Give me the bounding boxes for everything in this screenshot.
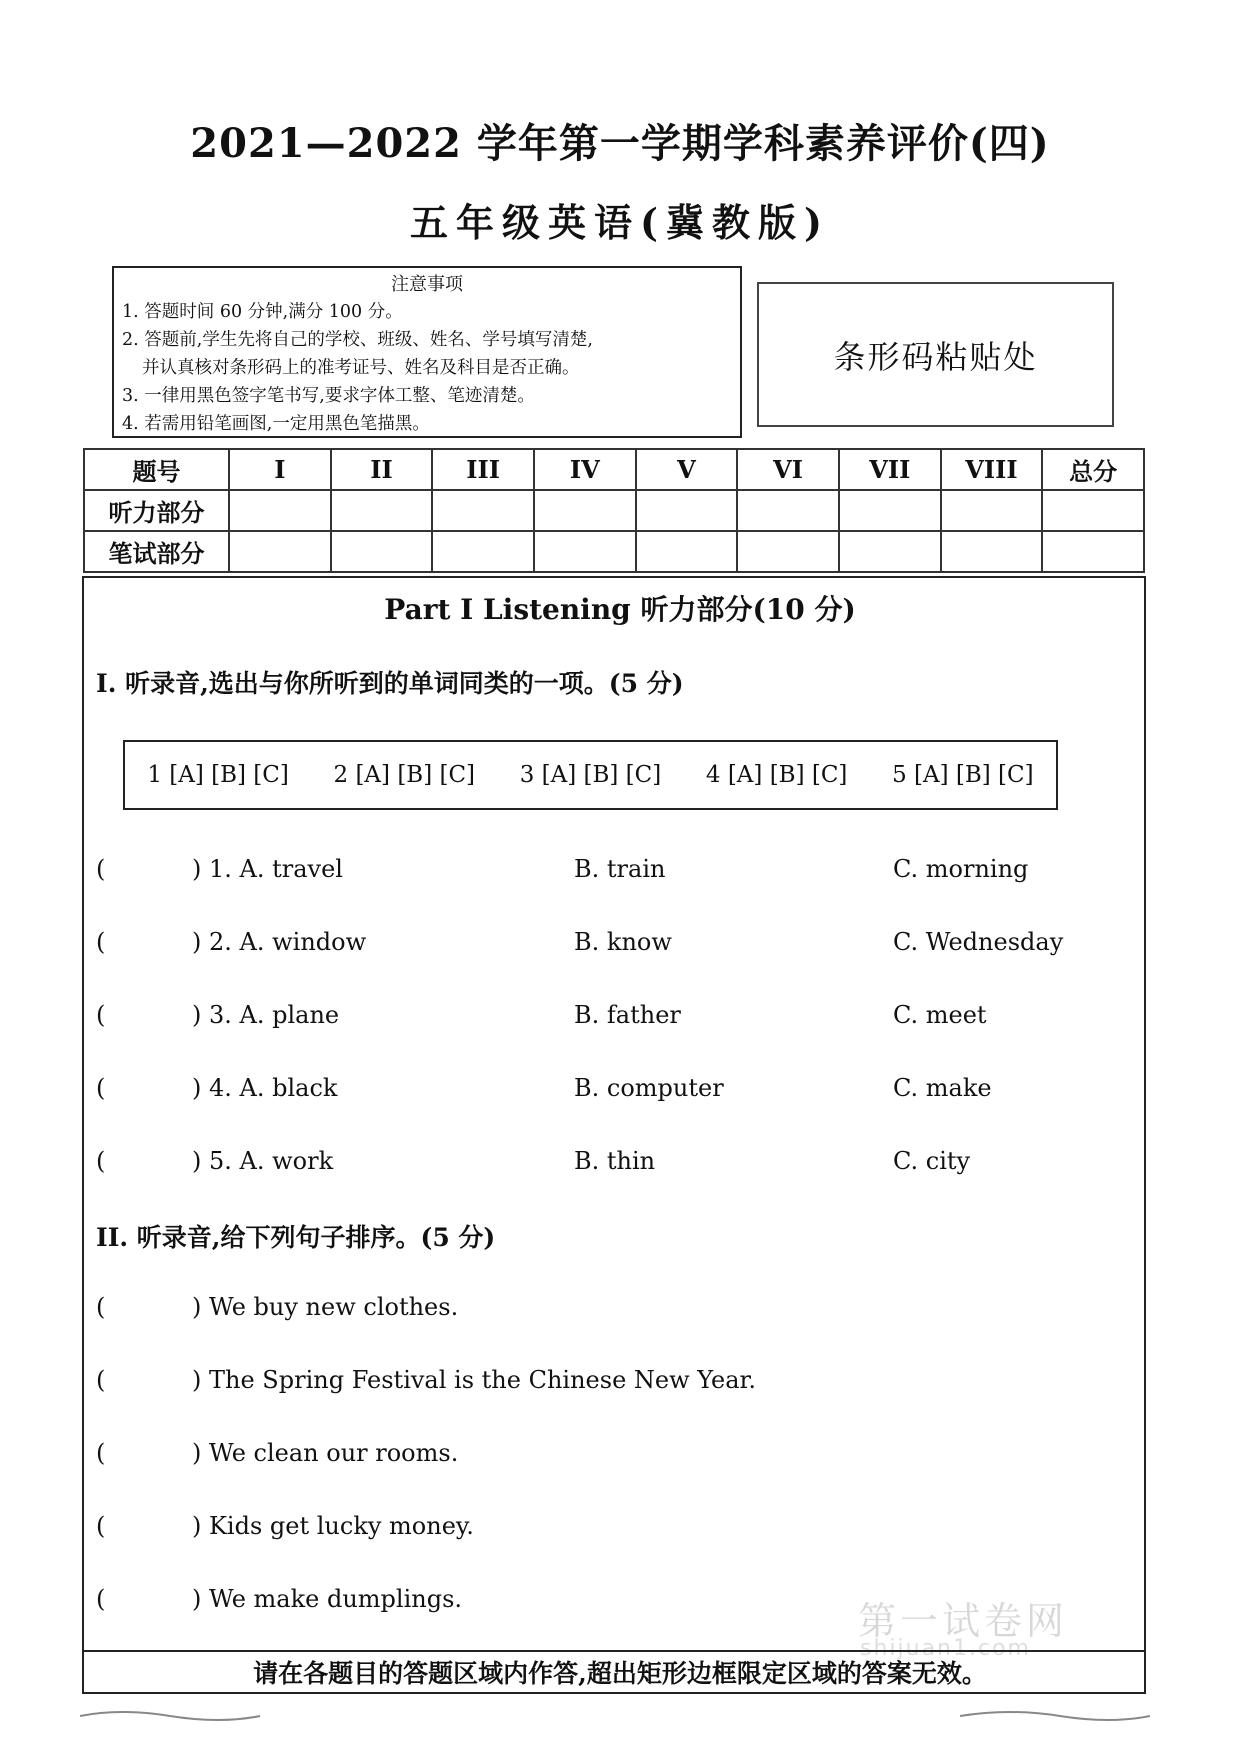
answer-blank[interactable]: ( xyxy=(96,1293,106,1321)
sentence-text: ) The Spring Festival is the Chinese New Year. xyxy=(192,1366,757,1394)
answer-blank[interactable]: ( xyxy=(96,1074,106,1102)
answer-blank[interactable]: ( xyxy=(96,1439,106,1467)
score-cell[interactable] xyxy=(941,490,1043,531)
header-cell: VIII xyxy=(941,449,1043,490)
notice-title: 注意事项 xyxy=(391,274,463,295)
sentence-row xyxy=(96,1293,1096,1333)
question-option-b: B. thin xyxy=(574,1147,656,1175)
score-cell[interactable] xyxy=(331,490,433,531)
sentence-row xyxy=(96,1366,1096,1406)
score-cell[interactable] xyxy=(636,490,738,531)
score-cell[interactable] xyxy=(737,490,839,531)
score-cell[interactable] xyxy=(432,531,534,572)
question-row xyxy=(96,928,1096,968)
question-option-c: C. city xyxy=(893,1147,971,1175)
score-cell[interactable] xyxy=(941,531,1043,572)
question-option-a: ) 5. A. work xyxy=(192,1147,334,1175)
answer-blank[interactable]: ( xyxy=(96,1001,106,1029)
score-table xyxy=(83,448,1145,573)
sentence-row xyxy=(96,1439,1096,1479)
header-cell: VI xyxy=(737,449,839,490)
notice-item: 3. 一律用黑色签字笔书写,要求字体工整、笔迹清楚。 xyxy=(122,386,535,406)
question-option-c: C. make xyxy=(893,1074,992,1102)
header-cell: 题号 xyxy=(84,449,229,490)
question-option-a: ) 2. A. window xyxy=(192,928,367,956)
header-cell: III xyxy=(432,449,534,490)
row-label: 听力部分 xyxy=(84,490,229,531)
answer-grid xyxy=(123,740,1058,810)
question-option-b: B. computer xyxy=(574,1074,724,1102)
question-option-a: ) 3. A. plane xyxy=(192,1001,340,1029)
header-cell: VII xyxy=(839,449,941,490)
header-cell: IV xyxy=(534,449,636,490)
score-table-header-row xyxy=(84,449,1144,490)
answer-blank[interactable]: ( xyxy=(96,1147,106,1175)
barcode-label: 条形码粘贴处 xyxy=(833,337,1038,376)
question-row xyxy=(96,1001,1096,1041)
sentence-text: ) We clean our rooms. xyxy=(192,1439,459,1467)
header-cell: V xyxy=(636,449,738,490)
score-cell[interactable] xyxy=(229,531,331,572)
answer-blank[interactable]: ( xyxy=(96,1585,106,1613)
exam-subtitle: 五年级英语(冀教版) xyxy=(410,200,830,245)
part-title: Part I Listening 听力部分(10 分) xyxy=(384,593,856,626)
sentence-text: ) Kids get lucky money. xyxy=(192,1512,474,1540)
question-option-b: B. know xyxy=(574,928,672,956)
score-cell[interactable] xyxy=(636,531,738,572)
answer-bubble-group[interactable]: 3 [A] [B] [C] xyxy=(519,762,662,788)
score-cell[interactable] xyxy=(737,531,839,572)
question-option-a: ) 4. A. black xyxy=(192,1074,338,1102)
question-option-a: ) 1. A. travel xyxy=(192,855,343,883)
footer-divider xyxy=(82,1650,1146,1652)
sentence-text: ) We make dumplings. xyxy=(192,1585,463,1613)
score-cell[interactable] xyxy=(1042,531,1144,572)
score-cell[interactable] xyxy=(839,531,941,572)
footer-note: 请在各题目的答题区域内作答,超出矩形边框限定区域的答案无效。 xyxy=(253,1659,987,1688)
answer-blank[interactable]: ( xyxy=(96,1366,106,1394)
answer-bubble-group[interactable]: 1 [A] [B] [C] xyxy=(147,762,289,788)
score-cell[interactable] xyxy=(1042,490,1144,531)
notice-box xyxy=(112,266,742,438)
question-option-b: B. father xyxy=(574,1001,681,1029)
header-cell: 总分 xyxy=(1042,449,1144,490)
question-option-b: B. train xyxy=(574,855,666,883)
score-cell[interactable] xyxy=(534,531,636,572)
section-heading: II. 听录音,给下列句子排序。(5 分) xyxy=(96,1223,496,1252)
answer-blank[interactable]: ( xyxy=(96,1512,106,1540)
notice-item: 4. 若需用铅笔画图,一定用黑色笔描黑。 xyxy=(122,414,430,434)
score-cell[interactable] xyxy=(839,490,941,531)
question-option-c: C. morning xyxy=(893,855,1029,883)
sentence-text: ) We buy new clothes. xyxy=(192,1293,459,1321)
notice-item: 1. 答题时间 60 分钟,满分 100 分。 xyxy=(122,302,403,322)
barcode-area xyxy=(757,282,1114,427)
answer-bubble-group[interactable]: 2 [A] [B] [C] xyxy=(333,762,476,788)
question-option-c: C. Wednesday xyxy=(893,928,1064,956)
question-row xyxy=(96,1074,1096,1114)
score-cell[interactable] xyxy=(432,490,534,531)
header-cell: I xyxy=(229,449,331,490)
header-cell: II xyxy=(331,449,433,490)
answer-blank[interactable]: ( xyxy=(96,928,106,956)
notice-item: 2. 答题前,学生先将自己的学校、班级、姓名、学号填写清楚, xyxy=(122,330,593,350)
watermark: 第一试卷网 xyxy=(858,1599,1069,1643)
score-cell[interactable] xyxy=(229,490,331,531)
page-edge-decoration xyxy=(80,1706,1150,1726)
answer-bubble-group[interactable]: 5 [A] [B] [C] xyxy=(892,762,1034,788)
score-row-written xyxy=(84,531,1144,572)
exam-title: 2021—2022 学年第一学期学科素养评价(四) xyxy=(190,120,1050,167)
question-option-c: C. meet xyxy=(893,1001,987,1029)
notice-item: 并认真核对条形码上的准考证号、姓名及科目是否正确。 xyxy=(142,358,580,378)
section-heading: I. 听录音,选出与你所听到的单词同类的一项。(5 分) xyxy=(96,669,684,698)
watermark-url: shijuan1.com xyxy=(860,1636,1031,1661)
row-label: 笔试部分 xyxy=(84,531,229,572)
answer-bubble-group[interactable]: 4 [A] [B] [C] xyxy=(705,762,848,788)
score-row-listening xyxy=(84,490,1144,531)
score-cell[interactable] xyxy=(534,490,636,531)
question-row xyxy=(96,1147,1096,1187)
score-cell[interactable] xyxy=(331,531,433,572)
answer-blank[interactable]: ( xyxy=(96,855,106,883)
sentence-row xyxy=(96,1512,1096,1552)
question-row xyxy=(96,855,1096,895)
